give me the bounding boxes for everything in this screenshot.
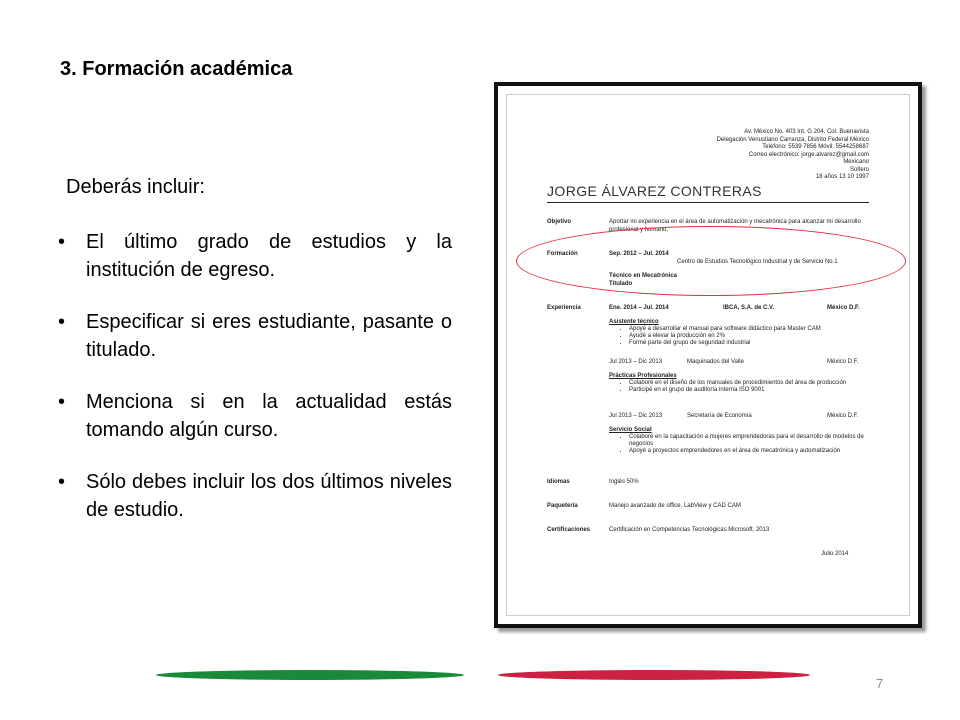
page-number: 7 (876, 676, 884, 691)
bullet-list (58, 228, 452, 548)
highlight-ellipse (516, 226, 906, 296)
cv-exp1-role: Asistente técnico (609, 319, 659, 325)
bullet-item: • El último grado de estudios y la institución de egreso. (58, 228, 452, 284)
cv-exp3-role: Servicio Social (609, 427, 652, 433)
cv-objetivo-label: Objetivo (547, 219, 572, 225)
footer-green-bar (156, 670, 464, 680)
cv-idiomas-label: Idiomas (547, 479, 570, 485)
bullet-icon: • (58, 231, 66, 253)
cv-exp3-dates: Jul 2013 – Dic 2013 (609, 413, 663, 419)
bullet-icon: • (58, 311, 66, 333)
cv-cert-text: Certificación en Competencias Tecnológicas Microsoft, 2013 (609, 527, 770, 533)
bullet-icon: • (58, 391, 66, 413)
cv-exp2-place: México D.F. (827, 359, 859, 365)
cv-formacion-school: Centro de Estudios Tecnológico Industrial y de Servicio No.1 (677, 259, 838, 265)
cv-objetivo-text: Aportar mi experiencia en el área de automatización y mecatrónica para alcanzar mi desarrollo profesional y humano. (609, 219, 861, 233)
cv-exp3-company: Secretaría de Economía (687, 413, 752, 419)
cv-document (506, 94, 910, 616)
cv-cert-label: Certificaciones (547, 527, 591, 533)
cv-exp1-list: • Apoyé a desarrollar el manual para software didáctico para Master CAM • Ayudé a elevar la producción en 2% • Formé parte del grupo de seguridad industrial (621, 326, 879, 347)
cv-address-block: Av. México No. 403 Int. G 204, Col. Buenavista Delegación Venustiano Carranza, Distrito Federal México Teléfono: 5539 7856 Móvil: 5544258687 Correo electrónico: jorge.alvarez@gmail.com Mexicano Soltero 18 años 13 10 1997 (716, 129, 869, 180)
cv-exp2-list: • Colaboré en el diseño de los manuales de procedimientos del área de producción • Participé en el grupo de auditoría interna ISO 9001 (621, 380, 879, 394)
cv-exp1-company: IBCA, S.A. de C.V. (723, 305, 775, 311)
cv-name: JORGE ÁLVAREZ CONTRERAS (547, 183, 762, 199)
cv-exp2-role: Prácticas Profesionales (609, 373, 677, 379)
cv-formacion-status: Titulado (609, 281, 633, 287)
intro-text: Deberás incluir: (66, 176, 205, 198)
cv-exp3-place: México D.F. (827, 413, 859, 419)
bullet-item: • Especificar si eres estudiante, pasante o titulado. (58, 308, 452, 364)
cv-divider (547, 202, 869, 203)
slide-title: 3. Formación académica (60, 58, 293, 80)
cv-formacion-label: Formación (547, 251, 578, 257)
cv-formacion-dates: Sep. 2012 – Jul. 2014 (609, 251, 669, 257)
bullet-icon: • (58, 471, 66, 493)
footer-red-bar (498, 670, 810, 680)
cv-exp2-company: Maquinados del Valle (687, 359, 744, 365)
cv-experiencia-label: Experiencia (547, 305, 581, 311)
cv-formacion-degree: Técnico en Mecatrónica (609, 273, 678, 279)
bullet-item: • Sólo debes incluir los dos últimos niveles de estudio. (58, 468, 452, 524)
cv-date: Julio 2014 (821, 551, 849, 557)
cv-exp3-list: • Colaboré en la capacitación a mujeres emprendedoras para el desarrollo de modelos de negocios • Apoyé a proyectos emprendedores en el área de mecatrónica y automatización (621, 434, 879, 455)
cv-paqueteria-label: Paquetería (547, 503, 578, 509)
cv-exp2-dates: Jul 2013 – Dic 2013 (609, 359, 663, 365)
cv-idiomas-text: Inglés 50% (609, 479, 639, 485)
cv-exp1-place: México D.F. (827, 305, 860, 311)
cv-exp1-dates: Ene. 2014 – Jul. 2014 (609, 305, 669, 311)
bullet-item: • Menciona si en la actualidad estás tomando algún curso. (58, 388, 452, 444)
cv-paqueteria-text: Manejo avanzado de office, LabView y CAD CAM (609, 503, 741, 509)
cv-image-frame (494, 82, 922, 628)
